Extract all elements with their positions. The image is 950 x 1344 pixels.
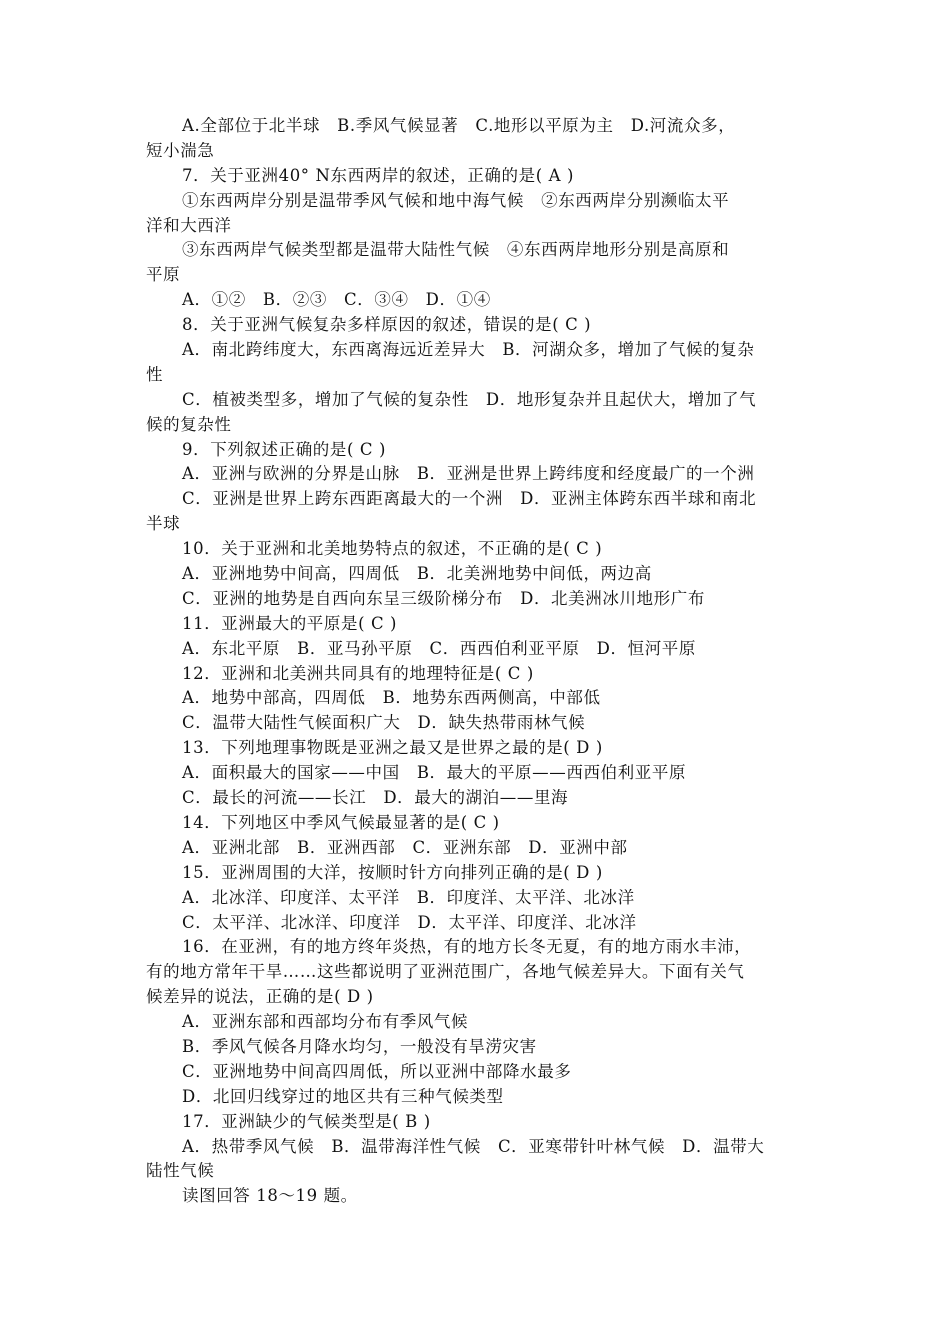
- text-line: 半球: [146, 514, 181, 534]
- question-15: 15．亚洲周围的大洋，按顺时针方向排列正确的是( D ): [182, 862, 603, 882]
- question-13: 13．下列地理事物既是亚洲之最又是世界之最的是( D ): [182, 738, 603, 758]
- question-14: 14．下列地区中季风气候最显著的是( C ): [182, 812, 500, 832]
- instruction-line: 读图回答 18～19 题。: [182, 1186, 358, 1206]
- options-line: A．地势中部高，四周低 B．地势东西两侧高，中部低: [182, 688, 601, 708]
- text-line: 性: [146, 364, 164, 384]
- question-16: 16．在亚洲，有的地方终年炎热，有的地方长冬无夏，有的地方雨水丰沛，: [182, 937, 752, 957]
- question-10: 10．关于亚洲和北美地势特点的叙述，不正确的是( C ): [182, 539, 603, 559]
- text-line: ①东西两岸分别是温带季风气候和地中海气候 ②东西两岸分别濒临太平: [182, 190, 730, 210]
- text-line: 平原: [146, 265, 181, 285]
- options-line: C．太平洋、北冰洋、印度洋 D．太平洋、印度洋、北冰洋: [182, 912, 637, 932]
- text-line: A.全部位于北半球 B.季风气候显著 C.地形以平原为主 D.河流众多，: [182, 116, 736, 135]
- question-17: 17．亚洲缺少的气候类型是( B ): [182, 1111, 431, 1131]
- options-line: C．最长的河流——长江 D．最大的湖泊——里海: [182, 788, 569, 808]
- question-7: 7．关于亚洲40° N东西两岸的叙述，正确的是( A ): [182, 165, 575, 185]
- text-line: 陆性气候: [146, 1161, 215, 1181]
- text-line: 短小湍急: [146, 140, 215, 160]
- options-line: A．南北跨纬度大，东西离海远近差异大 B．河湖众多，增加了气候的复杂: [182, 340, 755, 360]
- options-line: C．温带大陆性气候面积广大 D．缺失热带雨林气候: [182, 713, 586, 733]
- options-line: A．面积最大的国家——中国 B．最大的平原——西西伯利亚平原: [182, 763, 687, 783]
- option-line: B．季风气候各月降水均匀，一般没有旱涝灾害: [182, 1036, 537, 1056]
- text-line: 候差异的说法，正确的是( D ): [146, 987, 374, 1007]
- options-line: C．植被类型多，增加了气候的复杂性 D．地形复杂并且起伏大，增加了气: [182, 389, 757, 409]
- options-line: A．亚洲北部 B．亚洲西部 C．亚洲东部 D．亚洲中部: [182, 837, 628, 857]
- question-8: 8．关于亚洲气候复杂多样原因的叙述，错误的是( C ): [182, 315, 592, 335]
- question-11: 11．亚洲最大的平原是( C ): [182, 613, 398, 633]
- question-12: 12．亚洲和北美洲共同具有的地理特征是( C ): [182, 663, 534, 683]
- text-line: 洋和大西洋: [146, 215, 232, 235]
- options-line: A．亚洲地势中间高，四周低 B．北美洲地势中间低，两边高: [182, 564, 652, 584]
- options-line: A．亚洲与欧洲的分界是山脉 B．亚洲是世界上跨纬度和经度最广的一个洲: [182, 464, 755, 484]
- options-line: C．亚洲的地势是自西向东呈三级阶梯分布 D．北美洲冰川地形广布: [182, 588, 705, 608]
- options-line: A．①② B．②③ C．③④ D．①④: [182, 290, 491, 310]
- options-line: A．东北平原 B．亚马孙平原 C．西西伯利亚平原 D．恒河平原: [182, 638, 696, 658]
- text-line: 有的地方常年干旱……这些都说明了亚洲范围广，各地气候差异大。下面有关气: [146, 962, 745, 982]
- text-line: ③东西两岸气候类型都是温带大陆性气候 ④东西两岸地形分别是高原和: [182, 240, 730, 260]
- option-line: D．北回归线穿过的地区共有三种气候类型: [182, 1086, 504, 1106]
- options-line: A．北冰洋、印度洋、太平洋 B．印度洋、太平洋、北冰洋: [182, 887, 635, 907]
- document-page: [146, 114, 810, 1209]
- options-line: C．亚洲是世界上跨东西距离最大的一个洲 D．亚洲主体跨东西半球和南北: [182, 489, 757, 509]
- text-line: 候的复杂性: [146, 414, 232, 434]
- option-line: C．亚洲地势中间高四周低，所以亚洲中部降水最多: [182, 1061, 572, 1081]
- option-line: A．亚洲东部和西部均分布有季风气候: [182, 1012, 469, 1032]
- options-line: A．热带季风气候 B．温带海洋性气候 C．亚寒带针叶林气候 D．温带大: [182, 1136, 765, 1156]
- question-9: 9．下列叙述正确的是( C ): [182, 439, 386, 459]
